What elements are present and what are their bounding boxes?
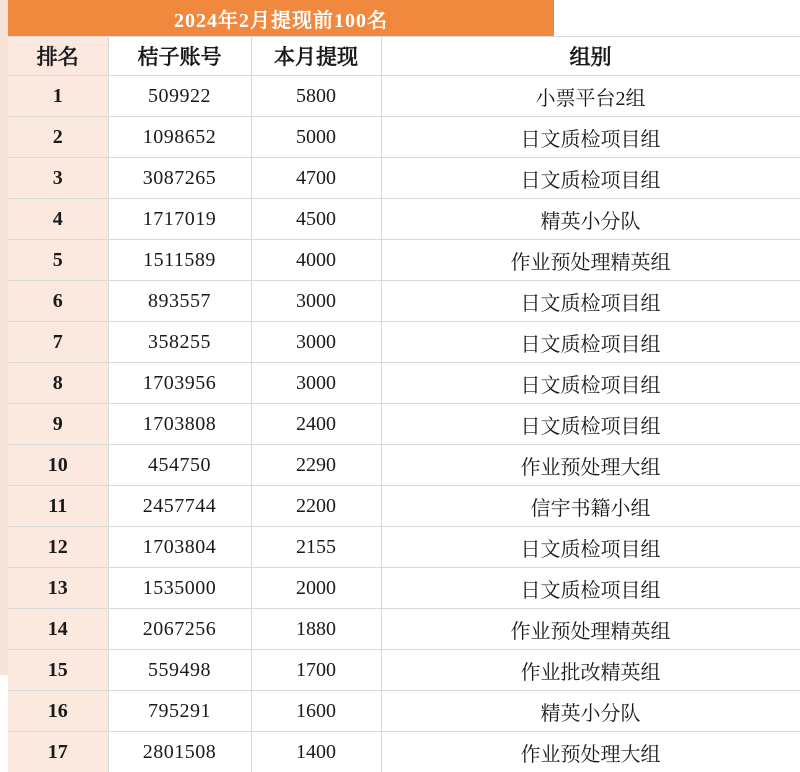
cell-group: 作业批改精英组 — [381, 650, 800, 691]
cell-group: 信宇书籍小组 — [381, 486, 800, 527]
cell-rank: 10 — [8, 445, 108, 486]
cell-amount: 4700 — [251, 158, 381, 199]
table-row — [8, 199, 800, 240]
column-header-account: 桔子账号 — [108, 37, 251, 76]
cell-group: 精英小分队 — [381, 199, 800, 240]
cell-group: 日文质检项目组 — [381, 281, 800, 322]
table-row — [8, 322, 800, 363]
table-row — [8, 568, 800, 609]
cell-rank: 17 — [8, 732, 108, 772]
cell-group: 日文质检项目组 — [381, 158, 800, 199]
cell-amount: 1600 — [251, 691, 381, 732]
table-row — [8, 486, 800, 527]
cell-rank: 16 — [8, 691, 108, 732]
column-header-amount: 本月提现 — [251, 37, 381, 76]
cell-account: 1717019 — [108, 199, 251, 240]
cell-amount: 2200 — [251, 486, 381, 527]
table-row — [8, 281, 800, 322]
cell-amount: 2400 — [251, 404, 381, 445]
cell-account: 1703808 — [108, 404, 251, 445]
cell-group: 作业预处理精英组 — [381, 609, 800, 650]
cell-group: 日文质检项目组 — [381, 117, 800, 158]
cell-group: 日文质检项目组 — [381, 527, 800, 568]
column-header-rank: 排名 — [8, 37, 108, 76]
cell-account: 509922 — [108, 76, 251, 117]
cell-amount: 2290 — [251, 445, 381, 486]
cell-account: 795291 — [108, 691, 251, 732]
cell-account: 454750 — [108, 445, 251, 486]
column-header-group: 组别 — [381, 37, 800, 76]
table-row — [8, 76, 800, 117]
table-header-row — [8, 37, 800, 76]
table-title: 2024年2月提现前100名 — [8, 0, 554, 36]
table-row — [8, 445, 800, 486]
cell-amount: 4000 — [251, 240, 381, 281]
cell-group: 日文质检项目组 — [381, 363, 800, 404]
cell-amount: 3000 — [251, 363, 381, 404]
cell-rank: 11 — [8, 486, 108, 527]
title-bar-filler — [554, 0, 800, 36]
cell-account: 3087265 — [108, 158, 251, 199]
table-row — [8, 609, 800, 650]
cell-rank: 13 — [8, 568, 108, 609]
cell-amount: 1400 — [251, 732, 381, 772]
table-row — [8, 650, 800, 691]
table-row — [8, 404, 800, 445]
cell-amount: 5000 — [251, 117, 381, 158]
cell-account: 1535000 — [108, 568, 251, 609]
cell-account: 1098652 — [108, 117, 251, 158]
cell-group: 小票平台2组 — [381, 76, 800, 117]
table-body — [8, 76, 800, 772]
cell-rank: 14 — [8, 609, 108, 650]
cell-group: 作业预处理大组 — [381, 445, 800, 486]
cell-rank: 9 — [8, 404, 108, 445]
cell-account: 1511589 — [108, 240, 251, 281]
cell-group: 日文质检项目组 — [381, 404, 800, 445]
cell-group: 日文质检项目组 — [381, 322, 800, 363]
table-row — [8, 732, 800, 772]
cell-amount: 2000 — [251, 568, 381, 609]
cell-group: 精英小分队 — [381, 691, 800, 732]
cell-account: 893557 — [108, 281, 251, 322]
cell-amount: 2155 — [251, 527, 381, 568]
cell-amount: 5800 — [251, 76, 381, 117]
cell-amount: 1880 — [251, 609, 381, 650]
table-row — [8, 158, 800, 199]
cell-account: 1703956 — [108, 363, 251, 404]
cell-amount: 1700 — [251, 650, 381, 691]
ranking-table — [8, 36, 800, 772]
cell-rank: 5 — [8, 240, 108, 281]
cell-account: 559498 — [108, 650, 251, 691]
cell-group: 作业预处理精英组 — [381, 240, 800, 281]
cell-amount: 3000 — [251, 322, 381, 363]
cell-rank: 8 — [8, 363, 108, 404]
cell-group: 日文质检项目组 — [381, 568, 800, 609]
table-row — [8, 527, 800, 568]
cell-group: 作业预处理大组 — [381, 732, 800, 772]
cell-account: 1703804 — [108, 527, 251, 568]
cell-rank: 12 — [8, 527, 108, 568]
cell-rank: 1 — [8, 76, 108, 117]
cell-rank: 15 — [8, 650, 108, 691]
cell-rank: 3 — [8, 158, 108, 199]
cell-rank: 4 — [8, 199, 108, 240]
cell-amount: 3000 — [251, 281, 381, 322]
table-row — [8, 363, 800, 404]
table-row — [8, 240, 800, 281]
cell-rank: 7 — [8, 322, 108, 363]
table-row — [8, 117, 800, 158]
cell-account: 2457744 — [108, 486, 251, 527]
cell-account: 2801508 — [108, 732, 251, 772]
cell-rank: 6 — [8, 281, 108, 322]
cell-rank: 2 — [8, 117, 108, 158]
table-row — [8, 691, 800, 732]
cell-account: 2067256 — [108, 609, 251, 650]
cell-amount: 4500 — [251, 199, 381, 240]
cell-account: 358255 — [108, 322, 251, 363]
left-gutter — [0, 0, 8, 675]
